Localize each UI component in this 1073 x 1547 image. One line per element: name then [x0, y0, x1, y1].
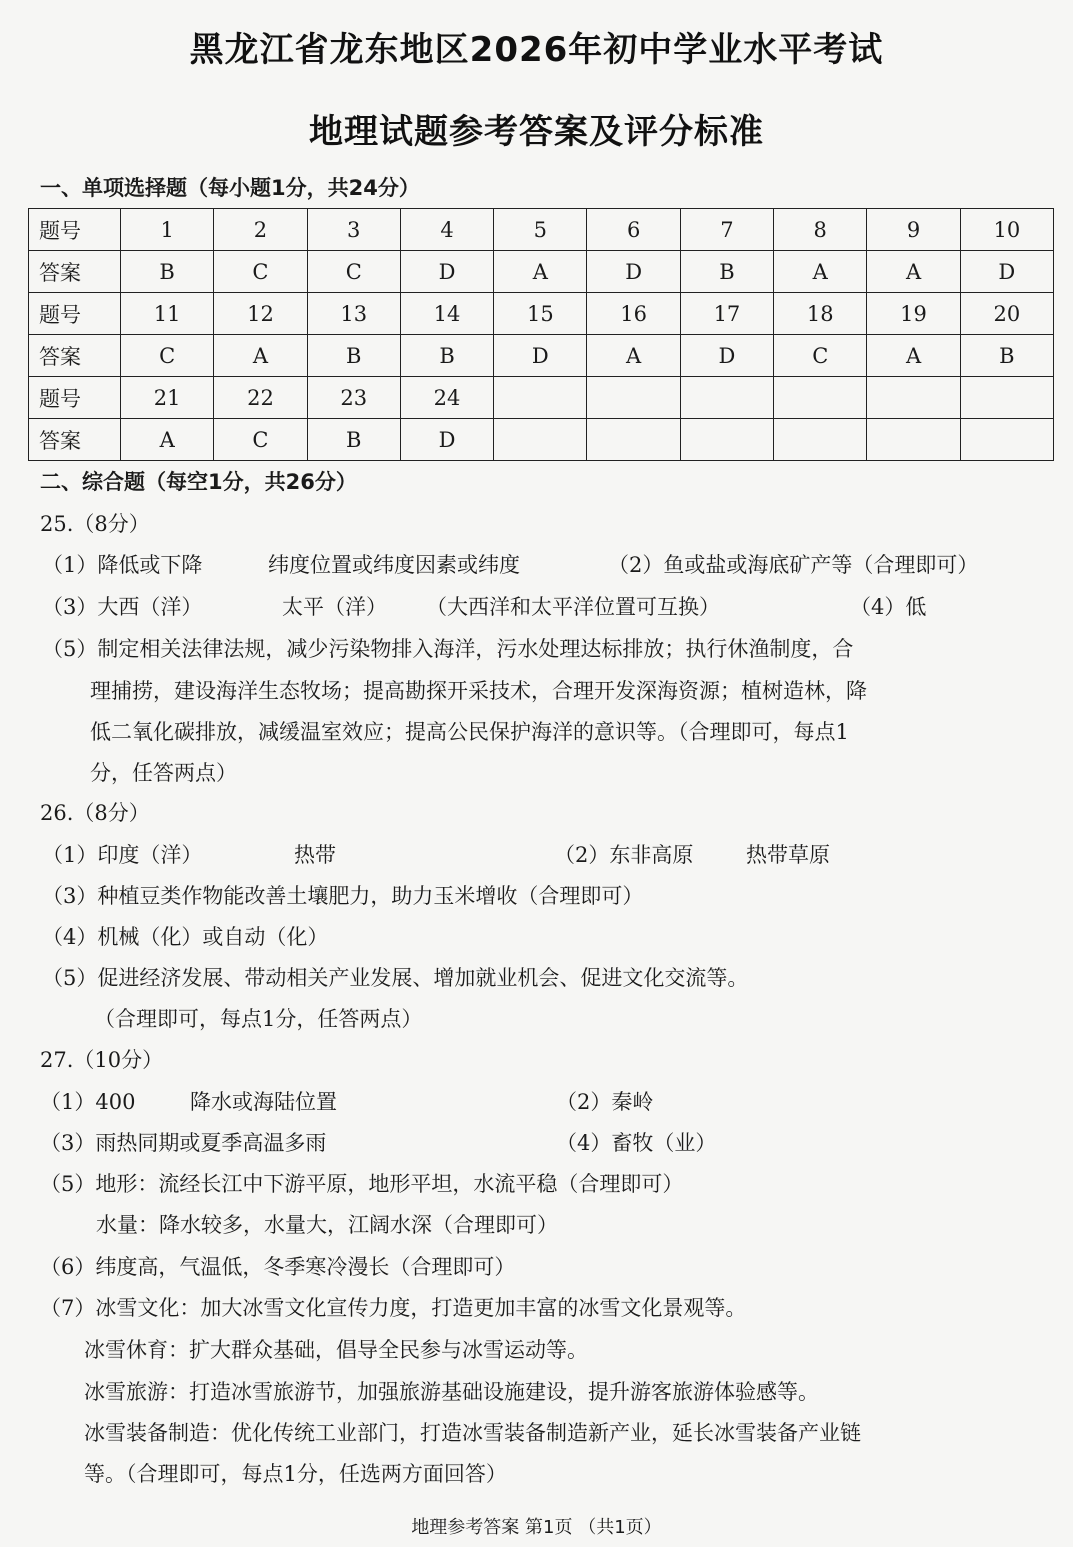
q27-answer-7-note: 等。（合理即可，每点1分，任选两方面回答）	[84, 1462, 507, 1486]
q27-title: 27.（10分）	[40, 1048, 164, 1072]
answer-cell: B	[680, 251, 773, 293]
q27-answer-7-tourism: 冰雪旅游：打造冰雪旅游节，加强旅游基础设施建设，提升游客旅游体验感等。	[84, 1380, 819, 1404]
section1-heading: 一、单项选择题（每小题1分，共24分）	[40, 176, 420, 200]
q27-answer-5-terrain: （5）地形：流经长江中下游平原，地形平坦，水流平稳（合理即可）	[40, 1172, 684, 1196]
answer-cell: C	[214, 251, 307, 293]
row-label-question: 题号	[29, 209, 121, 251]
row-label-question: 题号	[29, 377, 121, 419]
q26-answer-4: （4）机械（化）或自动（化）	[42, 925, 329, 949]
answer-cell: A	[587, 335, 680, 377]
q26-title: 26.（8分）	[40, 801, 150, 825]
answer-cell: C	[214, 419, 307, 461]
answer-cell: B	[400, 335, 493, 377]
q27-answer-7-sports: 冰雪休育：扩大群众基础，倡导全民参与冰雪运动等。	[84, 1338, 588, 1362]
answer-cell: A	[494, 251, 587, 293]
answer-cell: B	[307, 419, 400, 461]
question-number-cell: 18	[774, 293, 867, 335]
answer-cell	[680, 419, 773, 461]
question-number-cell: 14	[400, 293, 493, 335]
question-number-cell: 9	[867, 209, 960, 251]
answer-cell: A	[774, 251, 867, 293]
q27-answer-7-equipment: 冰雪装备制造：优化传统工业部门，打造冰雪装备制造新产业，延长冰雪装备产业链	[84, 1421, 861, 1445]
answer-cell: C	[774, 335, 867, 377]
answer-cell: A	[214, 335, 307, 377]
q25-answer-5-line1: （5）制定相关法律法规，减少污染物排入海洋，污水处理达标排放；执行休渔制度，合	[42, 637, 854, 661]
choice-answer-table	[28, 208, 1054, 461]
answer-cell: D	[494, 335, 587, 377]
q27-answer-2: （2）秦岭	[556, 1090, 654, 1114]
q25-answer-5-line2: 理捕捞，建设海洋生态牧场；提高勘探开采技术，合理开发深海资源；植树造林，降	[90, 679, 867, 703]
q27-answer-7-culture: （7）冰雪文化：加大冰雪文化宣传力度，打造更加丰富的冰雪文化景观等。	[40, 1296, 747, 1320]
question-number-cell: 4	[400, 209, 493, 251]
q25-answer-5-line3: 低二氧化碳排放，减缓温室效应；提高公民保护海洋的意识等。（合理即可，每点1	[90, 720, 849, 744]
q27-answer-5-water: 水量：降水较多，水量大，江阔水深（合理即可）	[96, 1213, 558, 1237]
answer-cell: D	[680, 335, 773, 377]
question-number-cell: 16	[587, 293, 680, 335]
answer-cell	[587, 419, 680, 461]
row-label-answer: 答案	[29, 251, 121, 293]
question-number-cell: 2	[214, 209, 307, 251]
answer-cell	[867, 419, 960, 461]
q27-answer-1a: （1）400	[40, 1090, 136, 1114]
question-number-row	[29, 209, 1054, 251]
q27-answer-3: （3）雨热同期或夏季高温多雨	[40, 1131, 327, 1155]
question-number-cell	[960, 377, 1053, 419]
answer-cell: C	[307, 251, 400, 293]
question-number-cell: 1	[121, 209, 214, 251]
question-number-cell	[587, 377, 680, 419]
question-number-cell: 6	[587, 209, 680, 251]
answer-cell: B	[121, 251, 214, 293]
q25-answer-3-note: （大西洋和太平洋位置可互换）	[426, 595, 720, 619]
row-label-answer: 答案	[29, 335, 121, 377]
answer-cell	[774, 419, 867, 461]
q25-answer-5-line4: 分，任答两点）	[90, 761, 237, 785]
question-number-cell: 24	[400, 377, 493, 419]
question-number-cell: 5	[494, 209, 587, 251]
answer-cell: D	[587, 251, 680, 293]
answer-cell	[494, 419, 587, 461]
page-subtitle: 地理试题参考答案及评分标准	[309, 112, 764, 152]
answer-cell: B	[307, 335, 400, 377]
question-number-cell	[867, 377, 960, 419]
q27-answer-4: （4）畜牧（业）	[556, 1131, 717, 1155]
row-label-answer: 答案	[29, 419, 121, 461]
question-number-cell: 3	[307, 209, 400, 251]
question-number-cell: 21	[121, 377, 214, 419]
q26-answer-5: （5）促进经济发展、带动相关产业发展、增加就业机会、促进文化交流等。	[42, 966, 749, 990]
question-number-cell	[494, 377, 587, 419]
answer-cell: C	[121, 335, 214, 377]
question-number-cell: 8	[774, 209, 867, 251]
question-number-row	[29, 377, 1054, 419]
question-number-cell: 10	[960, 209, 1053, 251]
q27-answer-6: （6）纬度高，气温低，冬季寒冷漫长（合理即可）	[40, 1255, 516, 1279]
question-number-cell: 15	[494, 293, 587, 335]
answer-row	[29, 251, 1054, 293]
q26-answer-1b: 热带	[294, 843, 336, 867]
question-number-cell: 20	[960, 293, 1053, 335]
question-number-cell: 7	[680, 209, 773, 251]
section2-heading: 二、综合题（每空1分，共26分）	[40, 470, 357, 494]
question-number-cell: 13	[307, 293, 400, 335]
question-number-cell: 19	[867, 293, 960, 335]
answer-cell: B	[960, 335, 1053, 377]
question-number-cell: 23	[307, 377, 400, 419]
question-number-cell: 11	[121, 293, 214, 335]
answer-cell: D	[960, 251, 1053, 293]
q25-title: 25.（8分）	[40, 512, 150, 536]
q25-answer-1a: （1）降低或下降	[42, 553, 203, 577]
answer-cell: D	[400, 419, 493, 461]
q27-answer-1b: 降水或海陆位置	[190, 1090, 337, 1114]
answer-cell: A	[867, 335, 960, 377]
q26-answer-5-note: （合理即可，每点1分，任答两点）	[94, 1007, 423, 1031]
q26-answer-3: （3）种植豆类作物能改善土壤肥力，助力玉米增收（合理即可）	[42, 884, 644, 908]
q25-answer-1b: 纬度位置或纬度因素或纬度	[268, 553, 520, 577]
answer-row	[29, 419, 1054, 461]
question-number-cell: 17	[680, 293, 773, 335]
q25-answer-4: （4）低	[850, 595, 927, 619]
answer-cell: A	[121, 419, 214, 461]
answer-cell	[960, 419, 1053, 461]
question-number-row	[29, 293, 1054, 335]
question-number-cell: 12	[214, 293, 307, 335]
q26-answer-2a: （2）东非高原	[554, 843, 694, 867]
q26-answer-1a: （1）印度（洋）	[42, 843, 203, 867]
answer-cell: A	[867, 251, 960, 293]
answer-cell: D	[400, 251, 493, 293]
page-title: 黑龙江省龙东地区2026年初中学业水平考试	[189, 30, 884, 70]
q25-answer-2: （2）鱼或盐或海底矿产等（合理即可）	[608, 553, 979, 577]
answer-row	[29, 335, 1054, 377]
row-label-question: 题号	[29, 293, 121, 335]
page-footer: 地理参考答案 第1页 （共1页）	[411, 1517, 662, 1538]
q26-answer-2b: 热带草原	[746, 843, 830, 867]
question-number-cell	[680, 377, 773, 419]
question-number-cell	[774, 377, 867, 419]
question-number-cell: 22	[214, 377, 307, 419]
q25-answer-3a: （3）大西（洋）	[42, 595, 203, 619]
q25-answer-3b: 太平（洋）	[282, 595, 387, 619]
